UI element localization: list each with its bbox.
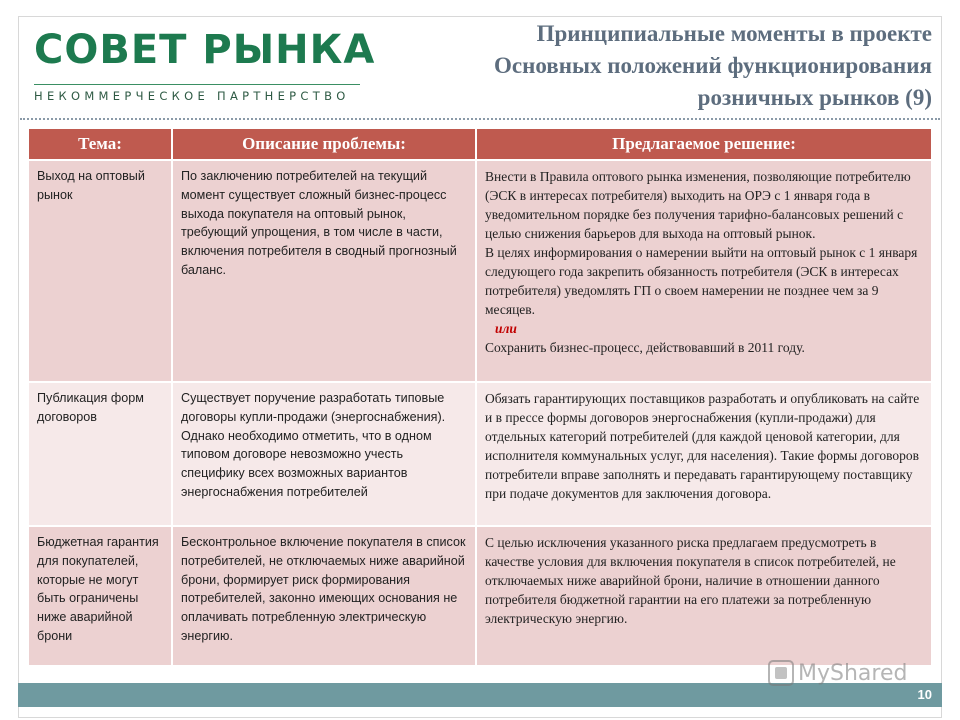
table-row <box>29 527 931 665</box>
slide-title <box>412 18 932 114</box>
header-topic: Тема: <box>29 129 171 159</box>
watermark <box>768 658 907 688</box>
proposals-table <box>27 127 933 667</box>
solution-paragraph: Сохранить бизнес-процесс, действовавший в 2011 году. <box>485 340 805 355</box>
solution-paragraph: Внести в Правила оптового рынка изменения, позволяющие потребителю (ЭСК в интересах потребителя) выходить на ОРЭ с 1 января года в уведомительном порядке без получения тарифно-балансовых решений с целью снижения барьеров для выхода на оптовый рынок. <box>485 169 911 241</box>
cell-topic: Бюджетная гарантия для покупателей, которые не могут быть ограничены ниже аварийной брони <box>29 527 171 665</box>
cell-problem: Бесконтрольное включение покупателя в список потребителей, не отключаемых ниже аварийной брони, формирует риск формирования потребителей, законно имеющих основания не оплачивать потребленную электрическую энергию. <box>173 527 475 665</box>
cell-topic: Публикация форм договоров <box>29 383 171 525</box>
cell-solution <box>477 161 931 381</box>
logo-subtitle: НЕКОММЕРЧЕСКОЕ ПАРТНЕРСТВО <box>34 89 350 103</box>
presentation-icon <box>768 660 794 686</box>
watermark-text: MyShared <box>798 660 908 686</box>
title-divider <box>20 118 940 120</box>
header-solution: Предлагаемое решение: <box>477 129 931 159</box>
logo-title: СОВЕТ РЫНКА <box>34 27 376 73</box>
solution-paragraph: В целях информирования о намерении выйти на оптовый рынок с 1 января следующего года закрепить обязанность потребителя (ЭСК в интересах потребителя) уведомлять ГП о своем намерении не позднее чем за 9 месяцев. <box>485 245 918 317</box>
logo-divider <box>34 84 360 85</box>
solution-or-label: или <box>495 321 517 336</box>
table-row <box>29 161 931 381</box>
slide-title-line3: розничных рынков (9) <box>697 85 932 110</box>
table-header-row <box>29 129 931 159</box>
cell-solution: Обязать гарантирующих поставщиков разработать и опубликовать на сайте и в прессе формы договоров энергоснабжения (купли-продажи) для отдельных категорий потребителей (для каждой ценовой категории, для исполнителя коммунальных услуг, для населения). Такие формы договоров потребители вправе заполнять и передавать гарантирующему поставщику при подаче документов для заключения договора. <box>477 383 931 525</box>
page-number: 10 <box>917 687 932 702</box>
slide-title-line2: Основных положений функционирования <box>494 53 932 78</box>
table-row <box>29 383 931 525</box>
header-problem: Описание проблемы: <box>173 129 475 159</box>
cell-problem: По заключению потребителей на текущий момент существует сложный бизнес-процесс выхода покупателя на оптовый рынок, требующий упрощения, в том числе в части, включения потребителя в сводный прогнозный баланс. <box>173 161 475 381</box>
cell-problem: Существует поручение разработать типовые договоры купли-продажи (энергоснабжения). Однако необходимо отметить, что в одном типовом договоре невозможно учесть специфику всех возможных вариантов энергоснабжения потребителей <box>173 383 475 525</box>
slide-title-line1: Принципиальные моменты в проекте <box>536 21 932 46</box>
cell-topic: Выход на оптовый рынок <box>29 161 171 381</box>
cell-solution: С целью исключения указанного риска предлагаем предусмотреть в качестве условия для включения покупателя в список потребителей, не отключаемых ниже аварийной брони, наличие в отношении данного потребителя бюджетной гарантии на его платежи за потребленную электрическую энергию. <box>477 527 931 665</box>
